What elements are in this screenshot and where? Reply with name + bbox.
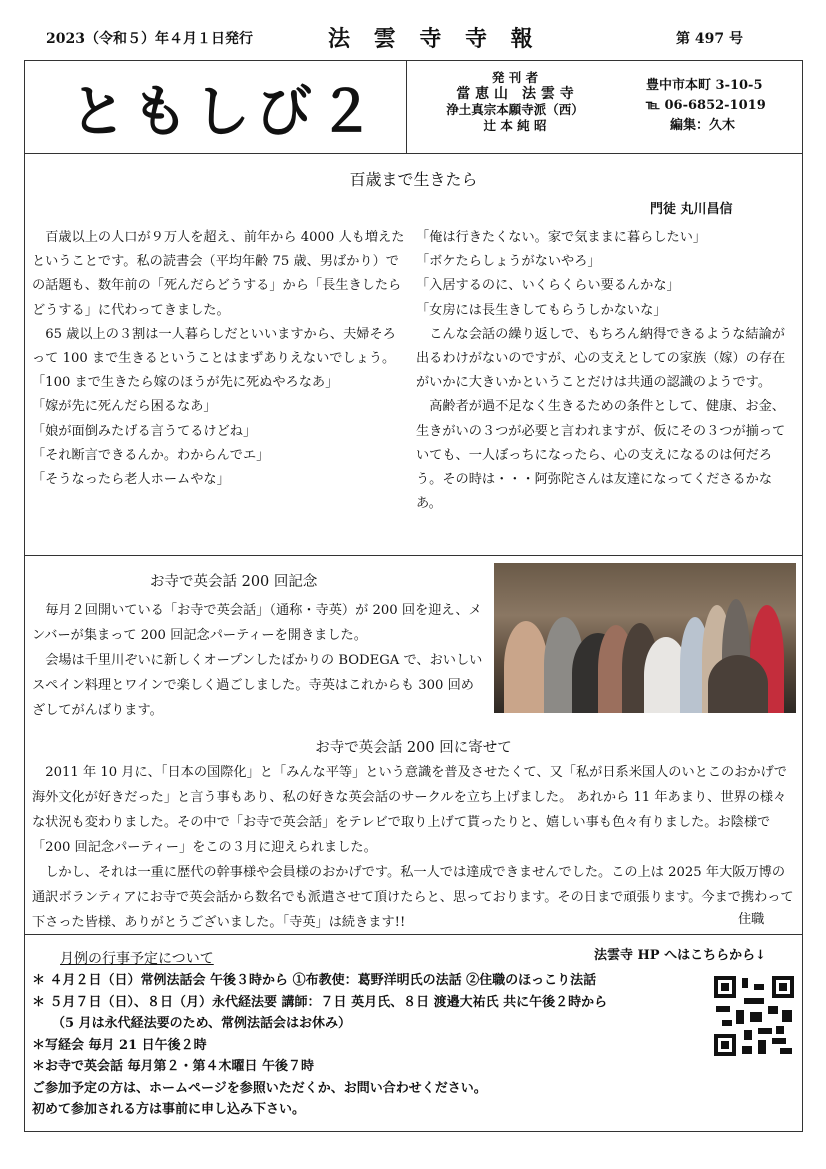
schedule-item: ＊写経会 毎月 21 日午後２時 [32, 1037, 207, 1053]
schedule-item: 初めて参加される方は事前に申し込み下さい。 [32, 1102, 306, 1117]
quote-line: 「嫁が先に死んだら困るなあ」 [32, 399, 217, 415]
paragraph: しかし、それは一重に歴代の幹事様や会員様のおかげです。私一人では達成できませんでした。この上は 2025 年大阪万博の通訳ボランティアにお寺で英会話から数名でも派遣させて頂けたらと、思っております。その日まで頑張ります。今まで携わって下さった皆様、ありがとうございました。「寺英」は続きます!! [32, 865, 794, 930]
quote-line: 「女房には長生きしてもらうしかないな」 [416, 302, 667, 318]
paragraph: 百歳以上の人口が９万人を超え、前年から 4000 人も増えたということです。私の読書会（平均年齢 75 歳、男ばかり）での話題も、数年前の「死んだらどうする」から「長生きしたらどうする」に代わってきました。 [32, 230, 405, 318]
sect-name: 浄土真宗本願寺派（西） [446, 102, 584, 117]
article2-title: お寺で英会話 200 回記念 [150, 574, 318, 590]
contact-block [646, 76, 796, 136]
paragraph: 2011 年 10 月に、「日本の国際化」と「みんな平等」という意識を普及させたくて、又「私が日系米国人のいとこのおかげで海外文化が好きだった」と言う事もあり、私の好きな英会話のサークルを立ち上げました。 あれから 11 年あまり、世界の様々な状況も変わりました。その中で「お寺で英会話」をテレビで取り上げて貰ったりと、嬉しい事も色々有りました。お陰様で「200 回記念パーティー」をこの３月に迎えられました。 [32, 765, 787, 855]
article3-signature: 住職 [738, 912, 765, 927]
paragraph: 高齢者が過不足なく生きるための条件として、健康、お金、生きがいの３つが必要と言われますが、仮にその３つが揃っていても、一人ぼっちになったら、心の支えになるのは何だろう。その時は・・・阿弥陀さんは友達になってくださるかなあ。 [416, 399, 786, 512]
newsletter-name: 法 雲 寺 寺 報 [328, 26, 541, 52]
logo-tomoshibi: ともしび２ [70, 79, 380, 145]
quote-line: 「100 まで生きたら嫁のほうが先に死ぬやろなあ」 [32, 375, 339, 391]
quote-line: 「俺は行きたくない。家で気ままに暮らしたい」 [416, 230, 707, 245]
paragraph: こんな会話の繰り返しで、もちろん納得できるような結論が出るわけがないのですが、心の支えとしての家族（嫁）の存在がいかに大きいかということだけは共通の認識のようです。 [416, 326, 786, 391]
hp-note: 法雲寺 HP へはこちらから↓ [594, 948, 767, 963]
address: 豊中市本町 3-10-5 [646, 78, 763, 93]
schedule-list [32, 970, 722, 1121]
publisher-label: 発 刊 者 [491, 70, 539, 85]
article2-text [32, 598, 484, 723]
publisher-block [420, 70, 610, 134]
qr-code-icon[interactable] [714, 976, 794, 1056]
schedule-title: 月例の行事予定について [60, 951, 214, 967]
quote-line: 「そうなったら老人ホームやな」 [32, 472, 230, 488]
party-photo [494, 563, 796, 713]
article1-left-column [32, 226, 406, 492]
publisher-temple: 當 恵 山 法 雲 寺 [456, 86, 574, 102]
masthead-divider [406, 60, 407, 154]
schedule-item: （5 月は永代経法要のため、常例法話会はお休み） [52, 1016, 352, 1031]
publisher-person: 辻 本 純 昭 [483, 118, 547, 133]
quote-line: 「ボケたらしょうがないやろ」 [416, 254, 601, 270]
schedule-item: ＊ ５月７日（日）、８日（月）永代経法要 講師：７日 英月氏、８日 渡邉大祐氏 共に午後２時から [32, 994, 608, 1010]
schedule-item: ご参加予定の方は、ホームページを参照いただくか、お問い合わせください。 [32, 1080, 487, 1096]
phone: ℡ 06-6852-1019 [646, 98, 766, 113]
article1-right-column [416, 226, 796, 516]
paragraph: 65 歳以上の３割は一人暮らしだといいますから、夫婦そろって 100 まで生きるということはまずありえないでしょう。 [32, 326, 396, 367]
paragraph: 会場は千里川ぞいに新しくオープンしたばかりの BODEGA で、おいしいスペイン料理とワインで楽しく過ごしました。寺英はこれからも 300 回めざしてがんばります。 [32, 653, 483, 718]
article3-title: お寺で英会話 200 回に寄せて [315, 740, 512, 756]
quote-line: 「入居するのに、いくらくらい要るんかな」 [416, 278, 680, 294]
paragraph: 毎月２回開いている「お寺で英会話」（通称・寺英）が 200 回を迎え、メンバーが集まって 200 回記念パーティーを開きました。 [32, 603, 482, 643]
schedule-item: ＊お寺で英会話 毎月第２・第４木曜日 午後７時 [32, 1059, 315, 1074]
article1-author: 門徒 丸川昌信 [650, 202, 733, 217]
issue-number: 第 497 号 [676, 31, 743, 47]
quote-line: 「それ断言できるんか。わからんでエ」 [32, 447, 270, 463]
article1-title: 百歳まで生きたら [349, 170, 478, 189]
article3-text [32, 760, 796, 935]
editor: 編集：久木 [670, 118, 736, 133]
issue-date: 2023（令和５）年４月１日発行 [46, 31, 253, 47]
quote-line: 「娘が面倒みたげる言うてるけどね」 [32, 423, 257, 439]
schedule-item: ＊ ４月２日（日）常例法話会 午後３時から ①布教使：葛野洋明氏の法話 ②住職のほっこり法話 [32, 973, 597, 988]
